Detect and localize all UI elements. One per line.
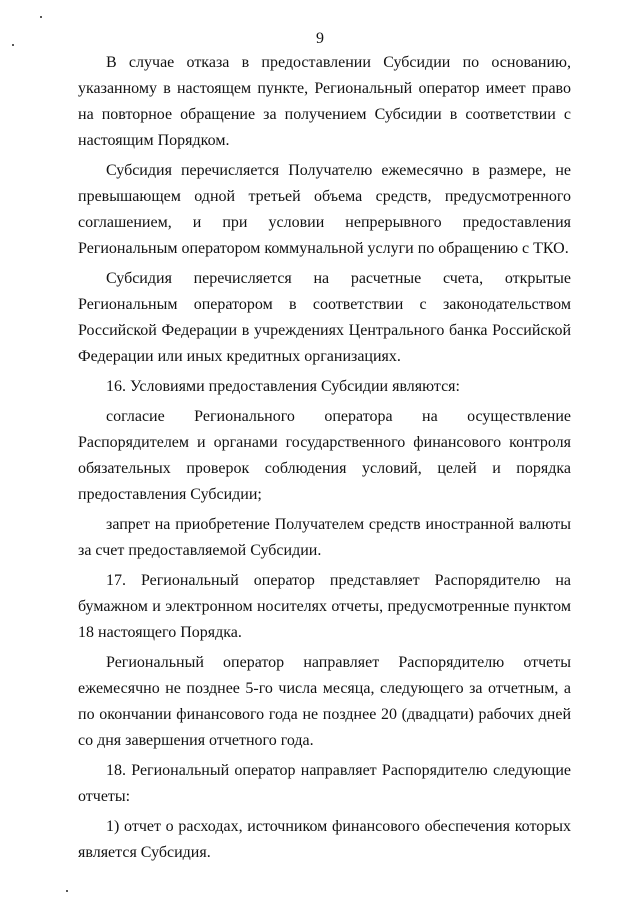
scan-speck <box>40 16 42 18</box>
paragraph-expense-report: 1) отчет о расходах, источником финансового обеспечения которых является Субсидия. <box>78 818 571 861</box>
document-body <box>78 50 571 870</box>
paragraph-item-17: 17. Региональный оператор представляет Распорядителю на бумажном и электронном носителях отчеты, предусмотренные пунктом 18 настоящего Порядка. <box>78 572 571 641</box>
paragraph-refusal: В случае отказа в предоставлении Субсидии по основанию, указанному в настоящем пункте, Региональный оператор имеет право на повторное обращение за получением Субсидии в соответствии с настоящим Порядком. <box>78 54 571 149</box>
paragraph-currency-ban: запрет на приобретение Получателем средств иностранной валюты за счет предоставляемой Субсидии. <box>78 516 571 559</box>
paragraph-report-deadlines: Региональный оператор направляет Распорядителю отчеты ежемесячно не позднее 5-го числа месяца, следующего за отчетным, а по окончании финансового года не позднее 20 (двадцати) рабочих дней со дня завершения отчетного года. <box>78 654 571 749</box>
paragraph-monthly-transfer: Субсидия перечисляется Получателю ежемесячно в размере, не превышающем одной третьей объема средств, предусмотренного соглашением, и при условии непрерывного предоставления Региональным оператором коммунальной услуги по обращению с ТКО. <box>78 162 571 257</box>
page-number: 9 <box>316 30 324 47</box>
scan-speck <box>66 890 68 892</box>
paragraph-item-18: 18. Региональный оператор направляет Распорядителю следующие отчеты: <box>78 762 571 805</box>
paragraph-item-16: 16. Условиями предоставления Субсидии являются: <box>106 378 460 395</box>
paragraph-accounts: Субсидия перечисляется на расчетные счета, открытые Региональным оператором в соответствии с законодательством Российской Федерации в учреждениях Центрального банка Российской Федерации или иных кредитных организациях. <box>78 270 571 365</box>
paragraph-consent: согласие Регионального оператора на осуществление Распорядителем и органами государственного финансового контроля обязательных проверок соблюдения условий, целей и порядка предоставления Субсидии; <box>78 408 571 503</box>
